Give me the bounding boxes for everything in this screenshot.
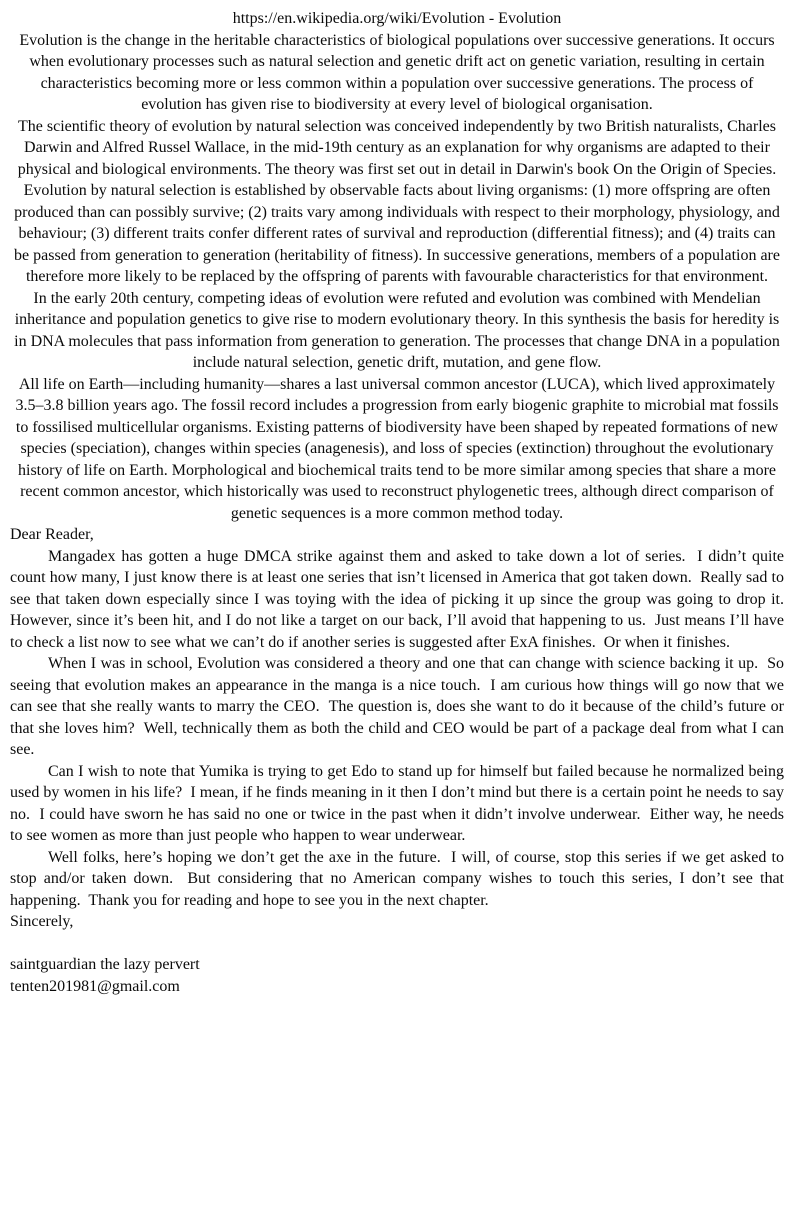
letter-paragraph-1: Mangadex has gotten a huge DMCA strike against them and asked to take down a lot of series. I didn’t quite count how many, I just know there is at least one series that isn’t licensed in America that got taken down. Really sad to see that taken down especially since I was toying with the idea of picking it up since the group was going to drop it. However, since it’s been hit, and I do not like a target on our back, I’ll avoid that happening to us. Just means I’ll have to check a list now to see what we can’t do if another series is suggested after ExA finishes. Or when it finishes. bbox=[10, 547, 792, 651]
letter-salutation: Dear Reader, bbox=[10, 526, 94, 543]
letter-closing: Sincerely, bbox=[10, 913, 74, 930]
wiki-paragraph-1: Evolution is the change in the heritable characteristics of biological populations over successive generations. It occurs when evolutionary processes such as natural selection and genetic drift act on genetic variation, resulting in certain characteristics becoming more or less common within a population over successive generations. The process of evolution has given rise to biodiversity at every level of biological organisation. bbox=[19, 31, 779, 113]
wiki-paragraph-3: In the early 20th century, competing ideas of evolution were refuted and evolution was combined with Mendelian inheritance and population genetics to give rise to modern evolutionary theory. In this synthesis the basis for heredity is in DNA molecules that pass information from generation to generation. The processes that change DNA in a population include natural selection, genetic drift, mutation, and gene flow. bbox=[14, 289, 784, 371]
letter-paragraph-3: Can I wish to note that Yumika is trying to get Edo to stand up for himself but failed because he normalized being used by women in his life? I mean, if he finds meaning in it then I don’t mind but there is a certain point he needs to say no. I could have sworn he has said no one or twice in the past when it didn’t involve underwear. Either way, he needs to see women as more than just people who happen to wear underwear. bbox=[10, 762, 788, 844]
letter-paragraph-2: When I was in school, Evolution was considered a theory and one that can change with science backing it up. So seeing that evolution makes an appearance in the manga is a nice touch. I am curious how things will go now that we can see that she really wants to marry the CEO. The question is, does she want to do it because of the child’s future or that she loves him? Well, technically them as both the child and CEO would be part of a package deal from what I can see. bbox=[10, 655, 788, 758]
letter-paragraph-4: Well folks, here’s hoping we don’t get the axe in the future. I will, of course, stop this series if we get asked to stop and/or taken down. But considering that no American company wishes to touch this series, I don’t see that happening. Thank you for reading and hope to see you in the next chapter. bbox=[10, 848, 788, 909]
source-url-line: https://en.wikipedia.org/wiki/Evolution - Evolution bbox=[232, 10, 562, 27]
signature-name: saintguardian the lazy pervert bbox=[10, 956, 200, 973]
wiki-paragraph-2: The scientific theory of evolution by natural selection was conceived independently by two British naturalists, Charles Darwin and Alfred Russel Wallace, in the mid-19th century as an explanation for why organisms are adapted to their physical and biological environments. The theory was first set out in detail in Darwin's book On the Origin of Species. Evolution by natural selection is established by observable facts about living organisms: (1) more offspring are often produced than can possibly survive; (2) traits vary among individuals with respect to their morphology, physiology, and behaviour; (3) different traits confer different rates of survival and reproduction (differential fitness); and (4) traits can be passed from generation to generation (heritability of fitness). In successive generations, members of a population are therefore more likely to be replaced by the offspring of parents with favourable characteristics for that environment. bbox=[14, 117, 784, 285]
blank-line bbox=[10, 933, 784, 955]
signature-email: tenten201981@gmail.com bbox=[10, 977, 180, 995]
wiki-paragraph-4: All life on Earth—including humanity—shares a last universal common ancestor (LUCA), which lived approximately 3.5–3.8 billion years ago. The fossil record includes a progression from early biogenic graphite to microbial mat fossils to fossilised multicellular organisms. Existing patterns of biodiversity have been shaped by repeated formations of new species (speciation), changes within species (anagenesis), and loss of species (extinction) throughout the evolutionary history of life on Earth. Morphological and biochemical traits tend to be more similar among species that share a more recent common ancestor, which historically was used to reconstruct phylogenetic trees, although direct comparison of genetic sequences is a more common method today. bbox=[15, 375, 783, 522]
